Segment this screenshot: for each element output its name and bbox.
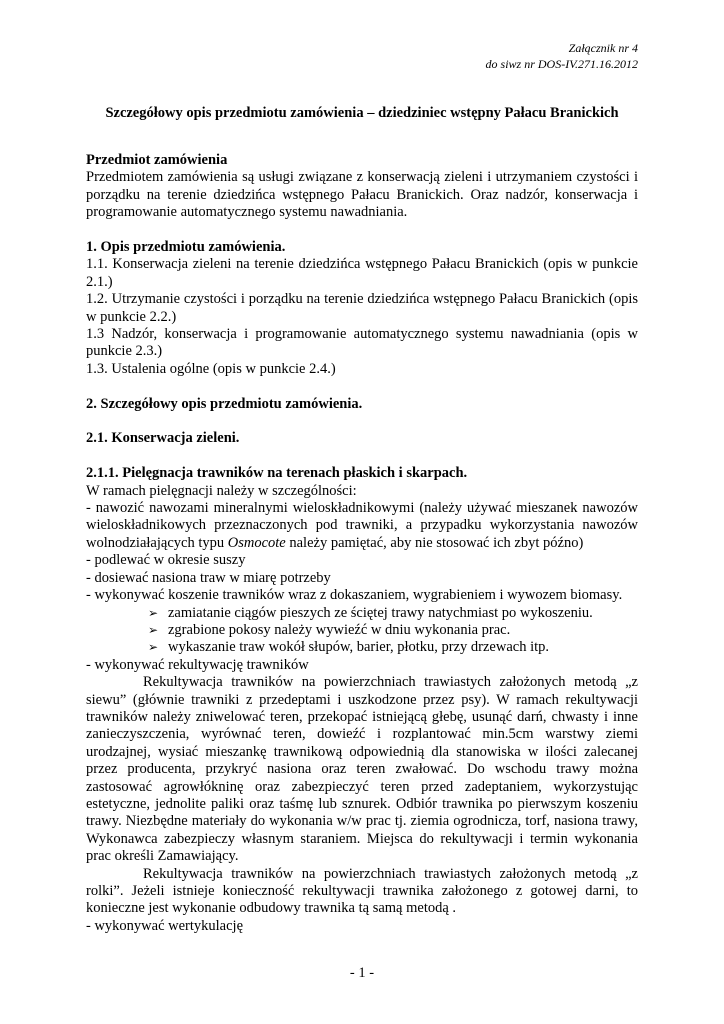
care-lead-text: W ramach pielęgnacji należy w szczególności: <box>86 482 357 499</box>
watering-item: - podlewać w okresie suszy <box>86 552 246 569</box>
attachment-number: Załącznik nr 4 <box>568 41 638 55</box>
section-1-item: 1.3. Ustalenia ogólne (opis w punkcie 2.4.) <box>86 360 336 377</box>
arrowhead-bullet-icon: ➢ <box>148 640 159 655</box>
verticutting-item: - wykonywać wertykulację <box>86 917 244 934</box>
arrowhead-bullet-icon: ➢ <box>148 605 159 620</box>
recultivation-seed-paragraph: Rekultywacja trawników na powierzchniach trawiastych założonych metodą „z siewu” (głównie trawniki z przedeptami i uszkodzone przez psy). W ramach rekultywacji trawników należy zniwelować teren, przekopać istniejącą głebę, usunąć darń, chwasty i inne zanieczyszczenia, wyrównać teren, dowieźć i rozplantować min.5cm warstwy ziemi urodzajnej, wysiać mieszankę trawnikową odpowiednią dla stanowiska w ilości zalecanej przez producenta, przykryć nasiona oraz teren zwałować. Do wschodu trawy można zastosować agrowłókninę oraz zabezpieczyć teren przed zadeptaniem, wykorzystując estetyczne, jednolite paliki oraz taśmę lub sznurek. Odbiór trawnika po pierwszym koszeniu trawy. Niezbędne materiały do wykonania w/w prac tj. ziemia ogrodnicza, torf, nasiona trawy, Wykonawca zabezpieczy własnym staraniem. Miejsca do rekultywacji i termin wykonania prac określi Zamawiający. <box>86 674 638 865</box>
intro-heading: Przedmiot zamówienia <box>86 152 228 168</box>
section-1-item: 1.3 Nadzór, konserwacja i programowanie automatycznego systemu nawadniania (opis w punkcie 2.3.) <box>86 326 638 360</box>
subsection-2-1-1-heading: 2.1.1. Pielęgnacja trawników na terenach płaskich i skarpach. <box>86 465 468 482</box>
subsection-2-1-heading: 2.1. Konserwacja zieleni. <box>86 430 240 447</box>
osmocote-term: Osmocote <box>227 534 286 551</box>
recultivation-item: - wykonywać rekultywację trawników <box>86 656 309 673</box>
attachment-header <box>486 40 638 72</box>
list-item: ➢ zgrabione pokosy należy wywieźć w dniu wykonania prac. <box>148 621 511 638</box>
section-1-heading: 1. Opis przedmiotu zamówienia. <box>86 239 286 256</box>
list-item: ➢ zamiatanie ciągów pieszych ze ściętej trawy natychmiast po wykoszeniu. <box>148 604 593 621</box>
list-item: ➢ wykaszanie traw wokół słupów, barier, płotku, przy drzewach itp. <box>148 639 550 656</box>
section-1-item: 1.2. Utrzymanie czystości i porządku na terenie dziedzińca wstępnego Pałacu Branickich (opis w punkcie 2.2.) <box>86 291 638 325</box>
section-2-heading: 2. Szczegółowy opis przedmiotu zamówienia. <box>86 395 363 412</box>
mowing-item: - wykonywać koszenie trawników wraz z dokaszaniem, wygrabieniem i wywozem biomasy. <box>86 587 623 604</box>
intro-text: Przedmiotem zamówienia są usługi związane z konserwacją zieleni i utrzymaniem czystości i porządku na terenie dziedzińca wstępnego Pałacu Branickich. Oraz nadzór, konserwacja i programowanie automatycznego systemu nawadniania. <box>86 169 638 221</box>
siwz-reference: do siwz nr DOS-IV.271.16.2012 <box>485 57 638 71</box>
recultivation-roll-paragraph: Rekultywacja trawników na powierzchniach trawiastych założonych metodą „z rolki”. Jeżeli istnieje konieczność rekultywacji trawnika założonego z gotowej darni, to konieczne jest wykonanie odbudowy trawnika tą samą metodą . <box>86 865 638 917</box>
document-title: Szczegółowy opis przedmiotu zamówienia – dziedziniec wstępny Pałacu Branickich <box>105 105 619 121</box>
page-number: - 1 - <box>349 965 375 981</box>
arrowhead-bullet-icon: ➢ <box>148 622 159 637</box>
fertilize-item: - nawozić nawozami mineralnymi wieloskładnikowymi (należy używać mieszanek nawozów wieloskładnikowych przeznaczonych pod trawniki, a przypadku wykorzystania nawozów wolnodziałających typu Osmocote należy pamiętać, aby nie stosować ich zbyt późno) <box>86 500 638 551</box>
section-1-item: 1.1. Konserwacja zieleni na terenie dziedzińca wstępnego Pałacu Branickich (opis w punkcie 2.1.) <box>86 256 638 290</box>
sowing-item: - dosiewać nasiona traw w miarę potrzeby <box>86 569 331 586</box>
document-body <box>86 152 638 935</box>
